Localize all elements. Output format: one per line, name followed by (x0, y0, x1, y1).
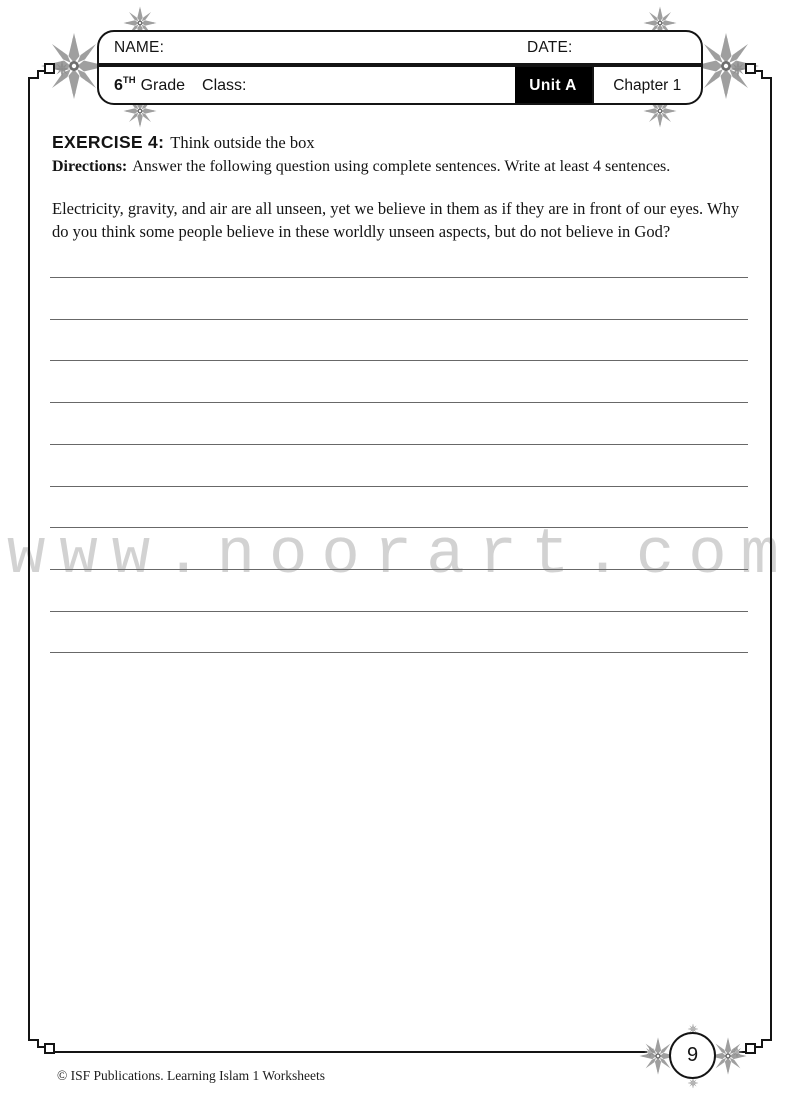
exercise-number-label: EXERCISE 4: (52, 132, 165, 152)
answer-line (50, 486, 748, 487)
chapter-label: Chapter 1 (592, 67, 702, 105)
answer-line (50, 319, 748, 320)
worksheet-header-box (97, 30, 703, 105)
grade-class-cell (99, 77, 247, 95)
unit-badge: Unit A (515, 67, 592, 105)
answer-line (50, 402, 748, 403)
page-number-badge (669, 1032, 716, 1079)
name-label: NAME: (114, 38, 165, 56)
exercise-directions (52, 156, 753, 177)
exercise-title-text: Think outside the box (170, 133, 315, 152)
answer-line (50, 569, 748, 570)
date-label: DATE: (527, 38, 573, 56)
header-row-grade-unit (99, 67, 701, 105)
answer-line (50, 611, 748, 612)
grade-number: 6 (114, 76, 123, 94)
directions-text: Answer the following question using complete sentences. Write at least 4 sentences. (132, 158, 671, 175)
grade-word: Grade (140, 76, 186, 94)
header-row-name-date (99, 32, 701, 67)
noorart-watermark: www.noorart.com (6, 520, 794, 592)
copyright-text: © ISF Publications. Learning Islam 1 Worksheets (57, 1068, 326, 1083)
exercise-question: Electricity, gravity, and air are all unseen, yet we believe in them as if they are in front of our eyes. Why do you think some people believe in these worldly unseen aspects, but do not believe in God? (52, 199, 740, 241)
answer-line (50, 277, 748, 278)
exercise-block (52, 132, 753, 243)
answer-line (50, 360, 748, 361)
grade-ordinal-suffix: TH (122, 75, 136, 87)
class-label: Class: (202, 76, 247, 94)
answer-line (50, 527, 748, 528)
directions-label: Directions: (52, 158, 128, 175)
answer-line (50, 444, 748, 445)
exercise-title (52, 132, 753, 153)
page-number: 9 (686, 1044, 699, 1066)
answer-line (50, 652, 748, 653)
